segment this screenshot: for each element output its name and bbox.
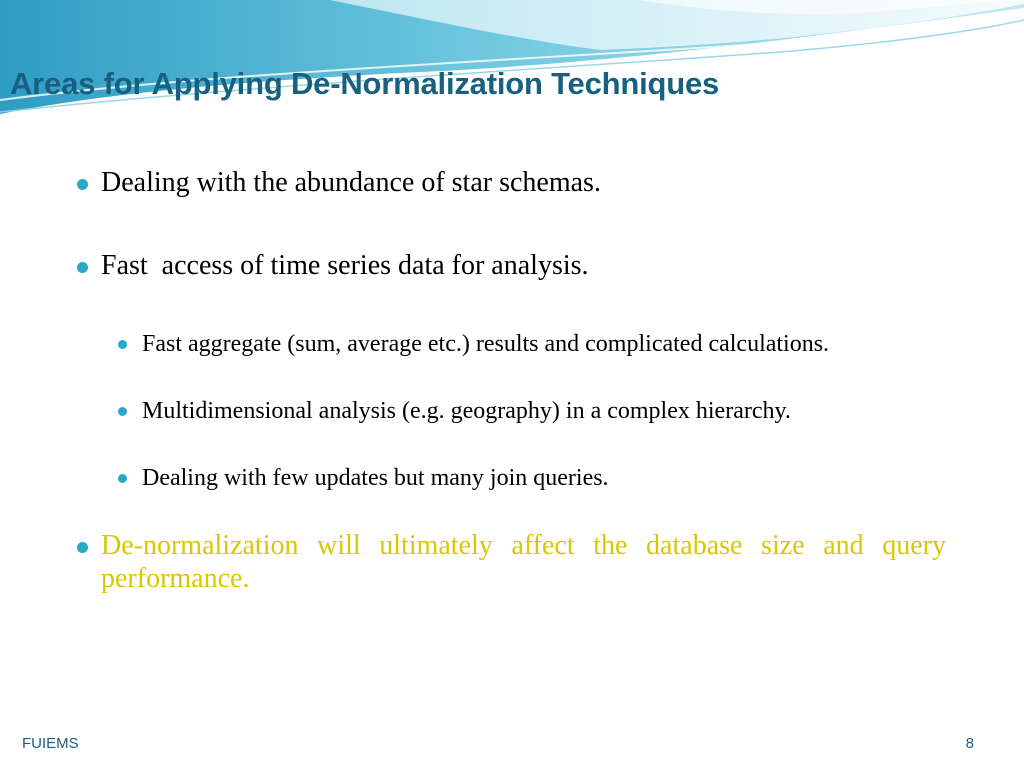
bullet-dot-icon (77, 179, 88, 190)
bullet-dot-icon (118, 407, 127, 416)
sub-bullet-item (118, 464, 946, 492)
bullet-text: Fast access of time series data for analysis. (101, 250, 589, 281)
sub-bullet-item (118, 330, 946, 358)
bullet-item (76, 166, 946, 199)
sub-bullet-item (118, 397, 946, 425)
bullet-dot-icon (118, 474, 127, 483)
page-number: 8 (965, 735, 974, 752)
bullet-text: Dealing with the abundance of star schemas. (101, 167, 601, 198)
bullet-dot-icon (77, 542, 88, 553)
bullet-list (76, 166, 946, 595)
highlighted-bullet-item (76, 529, 946, 595)
sub-bullet-text: Multidimensional analysis (e.g. geography) in a complex hierarchy. (142, 398, 791, 424)
sub-bullet-text: Dealing with few updates but many join queries. (142, 465, 609, 491)
footer-text: FUIEMS (22, 735, 79, 752)
bullet-dot-icon (118, 340, 127, 349)
sub-bullet-text: Fast aggregate (sum, average etc.) results and complicated calculations. (142, 331, 830, 357)
slide-title: Areas for Applying De-Normalization Techniques (10, 66, 720, 101)
bullet-dot-icon (77, 262, 88, 273)
highlighted-bullet-text: De-normalization will ultimately affect the database size and query performance. (101, 530, 946, 594)
header-wave-decoration (0, 0, 1024, 120)
bullet-item (76, 249, 946, 282)
